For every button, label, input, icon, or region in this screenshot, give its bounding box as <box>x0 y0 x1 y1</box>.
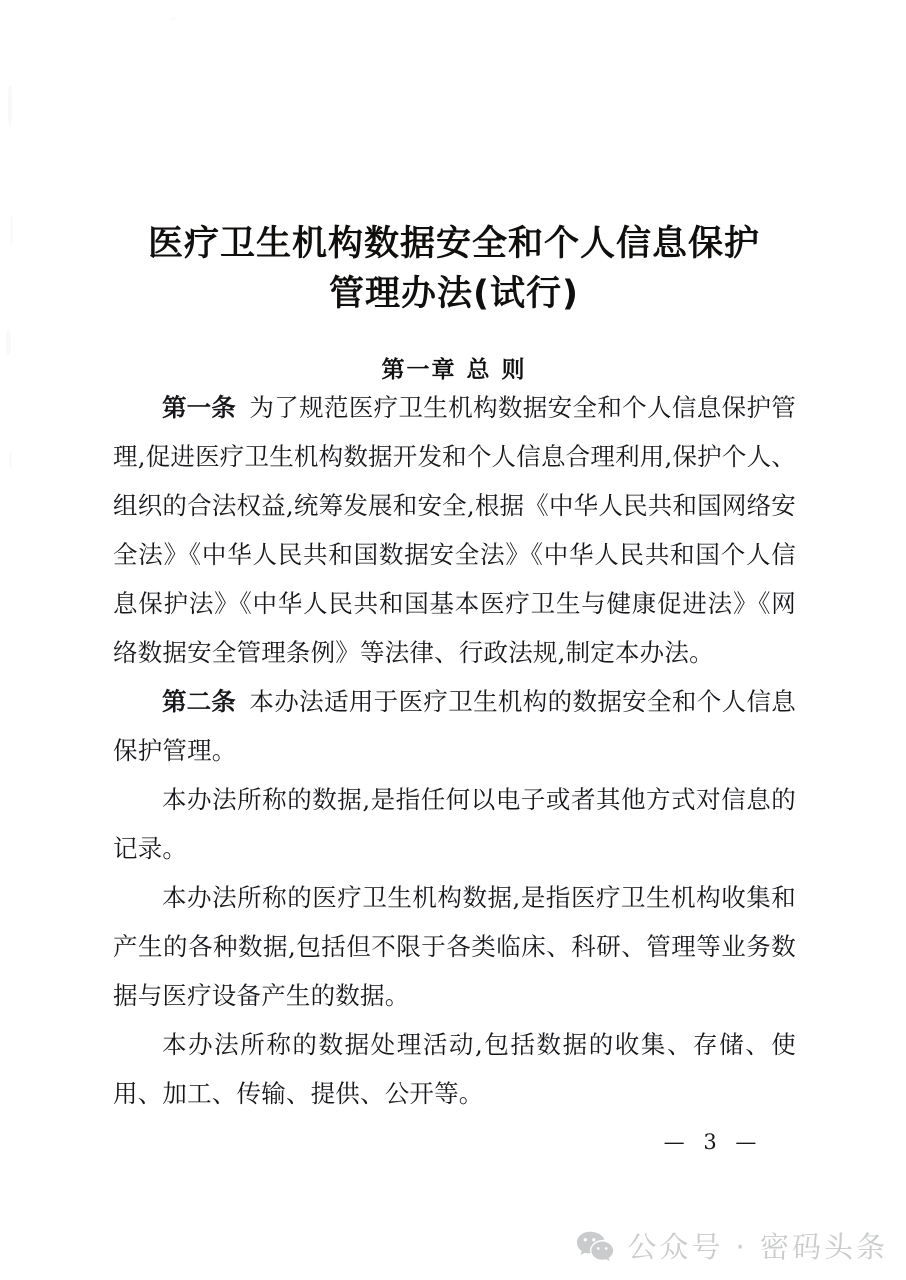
document-title <box>113 219 795 319</box>
wechat-icon <box>576 1230 614 1262</box>
article-text-1: 为了规范医疗卫生机构数据安全和个人信息保护管理,促进医疗卫生机构数据开发和个人信息合理利用,保护个人、组织的合法权益,统筹发展和安全,根据《中华人民共和国网络安全法》《中华人民共和国数据安全法》《中华人民共和国个人信息保护法》《中华人民共和国基本医疗卫生与健康促进法》《网络数据安全管理条例》等法律、行政法规,制定本办法。 <box>113 393 796 667</box>
article-paragraph-2 <box>113 677 796 775</box>
document-title-line-2: 管理办法(试行) <box>329 274 579 315</box>
scan-artifact <box>8 85 12 127</box>
definition-paragraph-3: 本办法所称的数据处理活动,包括数据的收集、存储、使用、加工、传输、提供、公开等。 <box>113 1030 796 1108</box>
document-title-line-1: 医疗卫生机构数据安全和个人信息保护 <box>147 224 760 265</box>
definition-paragraph-1: 本办法所称的数据,是指任何以电子或者其他方式对信息的记录。 <box>113 785 796 863</box>
document-body <box>113 383 796 1118</box>
scan-artifact <box>170 17 176 20</box>
scan-artifact <box>9 450 12 468</box>
definition-paragraph-2: 本办法所称的医疗卫生机构数据,是指医疗卫生机构收集和产生的各种数据,包括但不限于各类临床、科研、管理等业务数据与医疗设备产生的数据。 <box>113 883 796 1010</box>
article-number-2: 第二条 <box>162 687 236 716</box>
watermark <box>576 1225 888 1266</box>
article-paragraph-1 <box>113 383 796 677</box>
scan-artifact <box>6 330 11 355</box>
page-number: — 3 — <box>663 1130 763 1154</box>
scan-artifact <box>10 215 13 245</box>
article-text-2: 本办法适用于医疗卫生机构的数据安全和个人信息保护管理。 <box>113 687 796 765</box>
article-number-1: 第一条 <box>162 393 236 422</box>
watermark-text: 公众号 · 密码头条 <box>627 1230 888 1264</box>
chapter-heading: 第一章 总 则 <box>381 357 527 384</box>
